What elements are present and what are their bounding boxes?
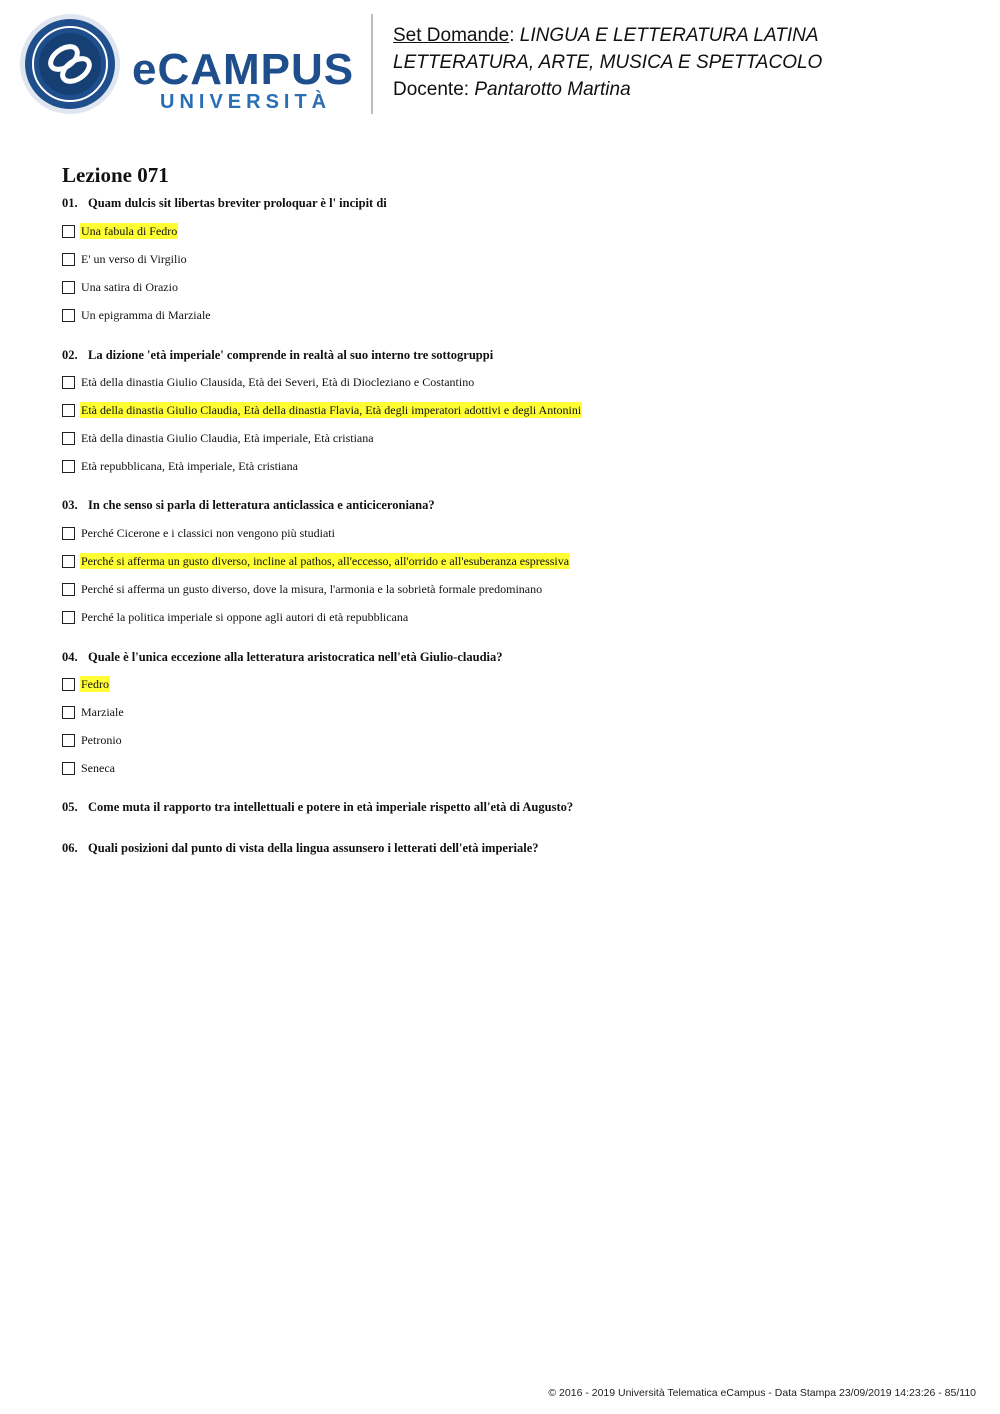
logo-sub-text: UNIVERSITÀ [160,91,332,113]
checkbox[interactable] [62,611,75,624]
checkbox[interactable] [62,432,75,445]
checkbox[interactable] [62,376,75,389]
question-title [62,800,573,815]
answer-text: Perché si afferma un gusto diverso, incline al pathos, all'eccesso, all'orrido e all'esuberanza espressiva [81,554,570,568]
question-title [62,650,503,665]
checkbox[interactable] [62,678,75,691]
answer-option[interactable] [62,307,212,323]
teacher-label: Docente: [393,79,470,100]
course-title-line2: LETTERATURA, ARTE, MUSICA E SPETTACOLO [393,52,823,73]
set-label: Set Domande [393,25,510,46]
answer-option[interactable] [62,223,178,239]
checkbox[interactable] [62,734,75,747]
answer-text: Età repubblicana, Età imperiale, Età cristiana [81,459,298,473]
question-number: 02. [62,348,78,362]
answer-text: Fedro [81,677,109,691]
answer-text: Un epigramma di Marziale [81,308,211,322]
lesson-title: Lezione 071 [62,163,169,187]
answer-text: Perché la politica imperiale si oppone agli autori di età repubblicana [81,610,409,624]
question-text: In che senso si parla di letteratura anticlassica e anticiceroniana? [88,498,435,512]
answer-text: Una fabula di Fedro [81,224,178,238]
checkbox[interactable] [62,404,75,417]
checkbox[interactable] [62,309,75,322]
teacher-name: Pantarotto Martina [474,79,631,100]
question-number: 03. [62,498,78,512]
logo-brand-text: eCAMPUS [132,45,355,94]
question-number: 05. [62,800,78,814]
question-number: 01. [62,196,78,210]
answer-text: Età della dinastia Giulio Claudia, Età della dinastia Flavia, Età degli imperatori adottivi e degli Antonini [81,403,582,417]
checkbox[interactable] [62,706,75,719]
answer-text: Petronio [81,733,122,747]
question-text: Quam dulcis sit libertas breviter proloquar è l' incipit di [88,196,387,210]
set-colon: : [509,25,515,46]
question-number: 06. [62,841,78,855]
answer-text: Età della dinastia Giulio Claudia, Età imperiale, Età cristiana [81,431,374,445]
answer-option[interactable] [62,609,409,625]
answer-option[interactable] [62,458,299,474]
question-title [62,498,435,513]
question-title [62,196,387,211]
checkbox[interactable] [62,281,75,294]
question-text: Quale è l'unica eccezione alla letteratura aristocratica nell'età Giulio-claudia? [88,650,503,664]
checkbox[interactable] [62,583,75,596]
answer-option[interactable] [62,732,123,748]
checkbox[interactable] [62,555,75,568]
checkbox[interactable] [62,762,75,775]
answer-text: Seneca [81,761,115,775]
question-text: Quali posizioni dal punto di vista della lingua assunsero i letterati dell'età imperiale? [88,841,539,855]
question-title [62,841,539,856]
question-text: Come muta il rapporto tra intellettuali e potere in età imperiale rispetto all'età di Augusto? [88,800,574,814]
answer-option[interactable] [62,581,543,597]
answer-option[interactable] [62,676,110,692]
answer-option[interactable] [62,251,188,267]
question-number: 04. [62,650,78,664]
checkbox[interactable] [62,527,75,540]
answer-text: Perché si afferma un gusto diverso, dove la misura, l'armonia e la sobrietà formale predominano [81,582,543,596]
page-footer: © 2016 - 2019 Università Telematica eCampus - Data Stampa 23/09/2019 14:23:26 - 85/110 [548,1387,976,1399]
answer-option[interactable] [62,553,570,569]
question-text: La dizione 'età imperiale' comprende in realtà al suo interno tre sottogruppi [88,348,494,362]
question-title [62,348,493,363]
answer-option[interactable] [62,402,582,418]
checkbox[interactable] [62,460,75,473]
ecampus-logo [14,12,374,120]
answer-text: E' un verso di Virgilio [81,252,187,266]
answer-option[interactable] [62,430,375,446]
answer-text: Marziale [81,705,124,719]
answer-option[interactable] [62,704,125,720]
course-title-line1: LINGUA E LETTERATURA LATINA [519,25,819,46]
checkbox[interactable] [62,225,75,238]
answer-option[interactable] [62,760,116,776]
answer-option[interactable] [62,374,475,390]
header-divider [371,14,373,114]
answer-option[interactable] [62,525,336,541]
course-header [393,22,822,103]
answer-text: Perché Cicerone e i classici non vengono più studiati [81,526,335,540]
answer-option[interactable] [62,279,179,295]
answer-text: Età della dinastia Giulio Clausida, Età dei Severi, Età di Diocleziano e Costantino [81,375,475,389]
checkbox[interactable] [62,253,75,266]
answer-text: Una satira di Orazio [81,280,178,294]
